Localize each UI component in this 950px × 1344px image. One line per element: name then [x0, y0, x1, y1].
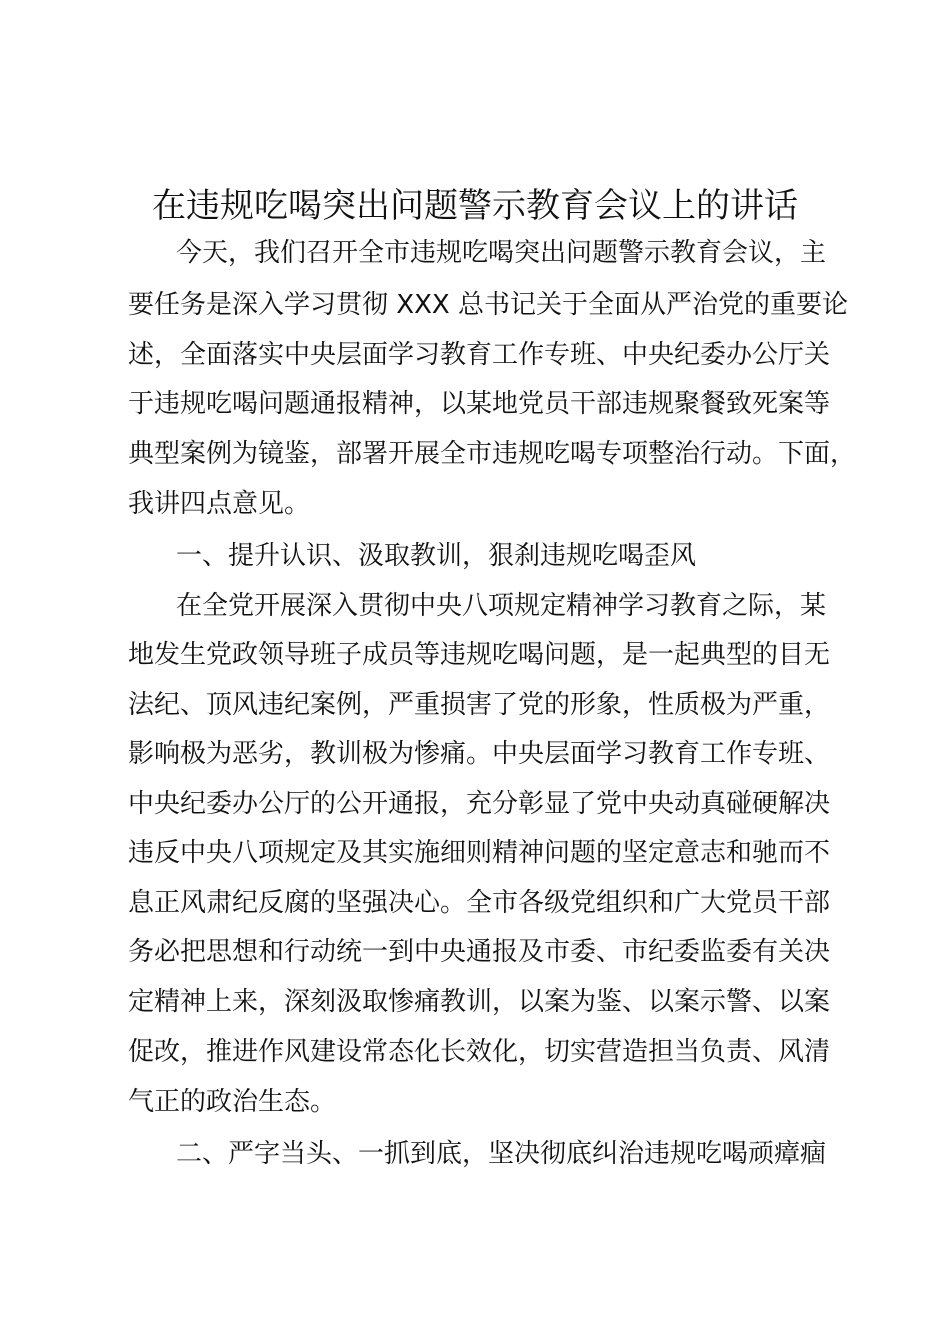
document-title: 在违规吃喝突出问题警示教育会议上的讲话 — [152, 186, 798, 226]
paragraph-line: 述，全面落实中央层面学习教育工作专班、中央纪委办公厅关 — [128, 340, 831, 370]
paragraph-line: 今天，我们召开全市违规吃喝突出问题警示教育会议，主 — [176, 238, 827, 268]
paragraph-line: 促改，推进作风建设常态化长效化，切实营造担当负责、风清 — [128, 1037, 831, 1067]
paragraph-line: 在全党开展深入贯彻中央八项规定精神学习教育之际，某 — [176, 591, 827, 621]
paragraph-line: 中央纪委办公厅的公开通报，充分彰显了党中央动真碰硬解决 — [128, 789, 831, 819]
paragraph-line: 影响极为恶劣，教训极为惨痛。中央层面学习教育工作专班、 — [128, 739, 831, 769]
paragraph-line: 定精神上来，深刻汲取惨痛教训，以案为鉴、以案示警、以案 — [128, 987, 831, 1017]
paragraph-line: 息正风肃纪反腐的坚强决心。全市各级党组织和广大党员干部 — [128, 888, 831, 918]
paragraph-line: 地发生党政领导班子成员等违规吃喝问题，是一起典型的目无 — [128, 640, 831, 670]
paragraph-line: 违反中央八项规定及其实施细则精神问题的坚定意志和驰而不 — [128, 838, 831, 868]
paragraph-line: 典型案例为镜鉴，部署开展全市违规吃喝专项整治行动。下面， — [128, 439, 857, 469]
paragraph-line: 务必把思想和行动统一到中央通报及市委、市纪委监委有关决 — [128, 937, 831, 967]
paragraph-line: 气正的政治生态。 — [128, 1087, 337, 1117]
paragraph-line: 法纪、顶风违纪案例，严重损害了党的形象，性质极为严重， — [128, 690, 831, 720]
section-heading: 二、严字当头、一抓到底，坚决彻底纠治违规吃喝顽瘴痼 — [176, 1139, 827, 1169]
paragraph-line: 于违规吃喝问题通报精神，以某地党员干部违规聚餐致死案等 — [128, 389, 831, 419]
paragraph-line: 我讲四点意见。 — [128, 489, 311, 519]
section-heading: 一、提升认识、汲取教训，狠刹违规吃喝歪风 — [176, 541, 697, 571]
paragraph-line: 要任务是深入学习贯彻 XXX 总书记关于全面从严治党的重要论 — [128, 290, 848, 320]
